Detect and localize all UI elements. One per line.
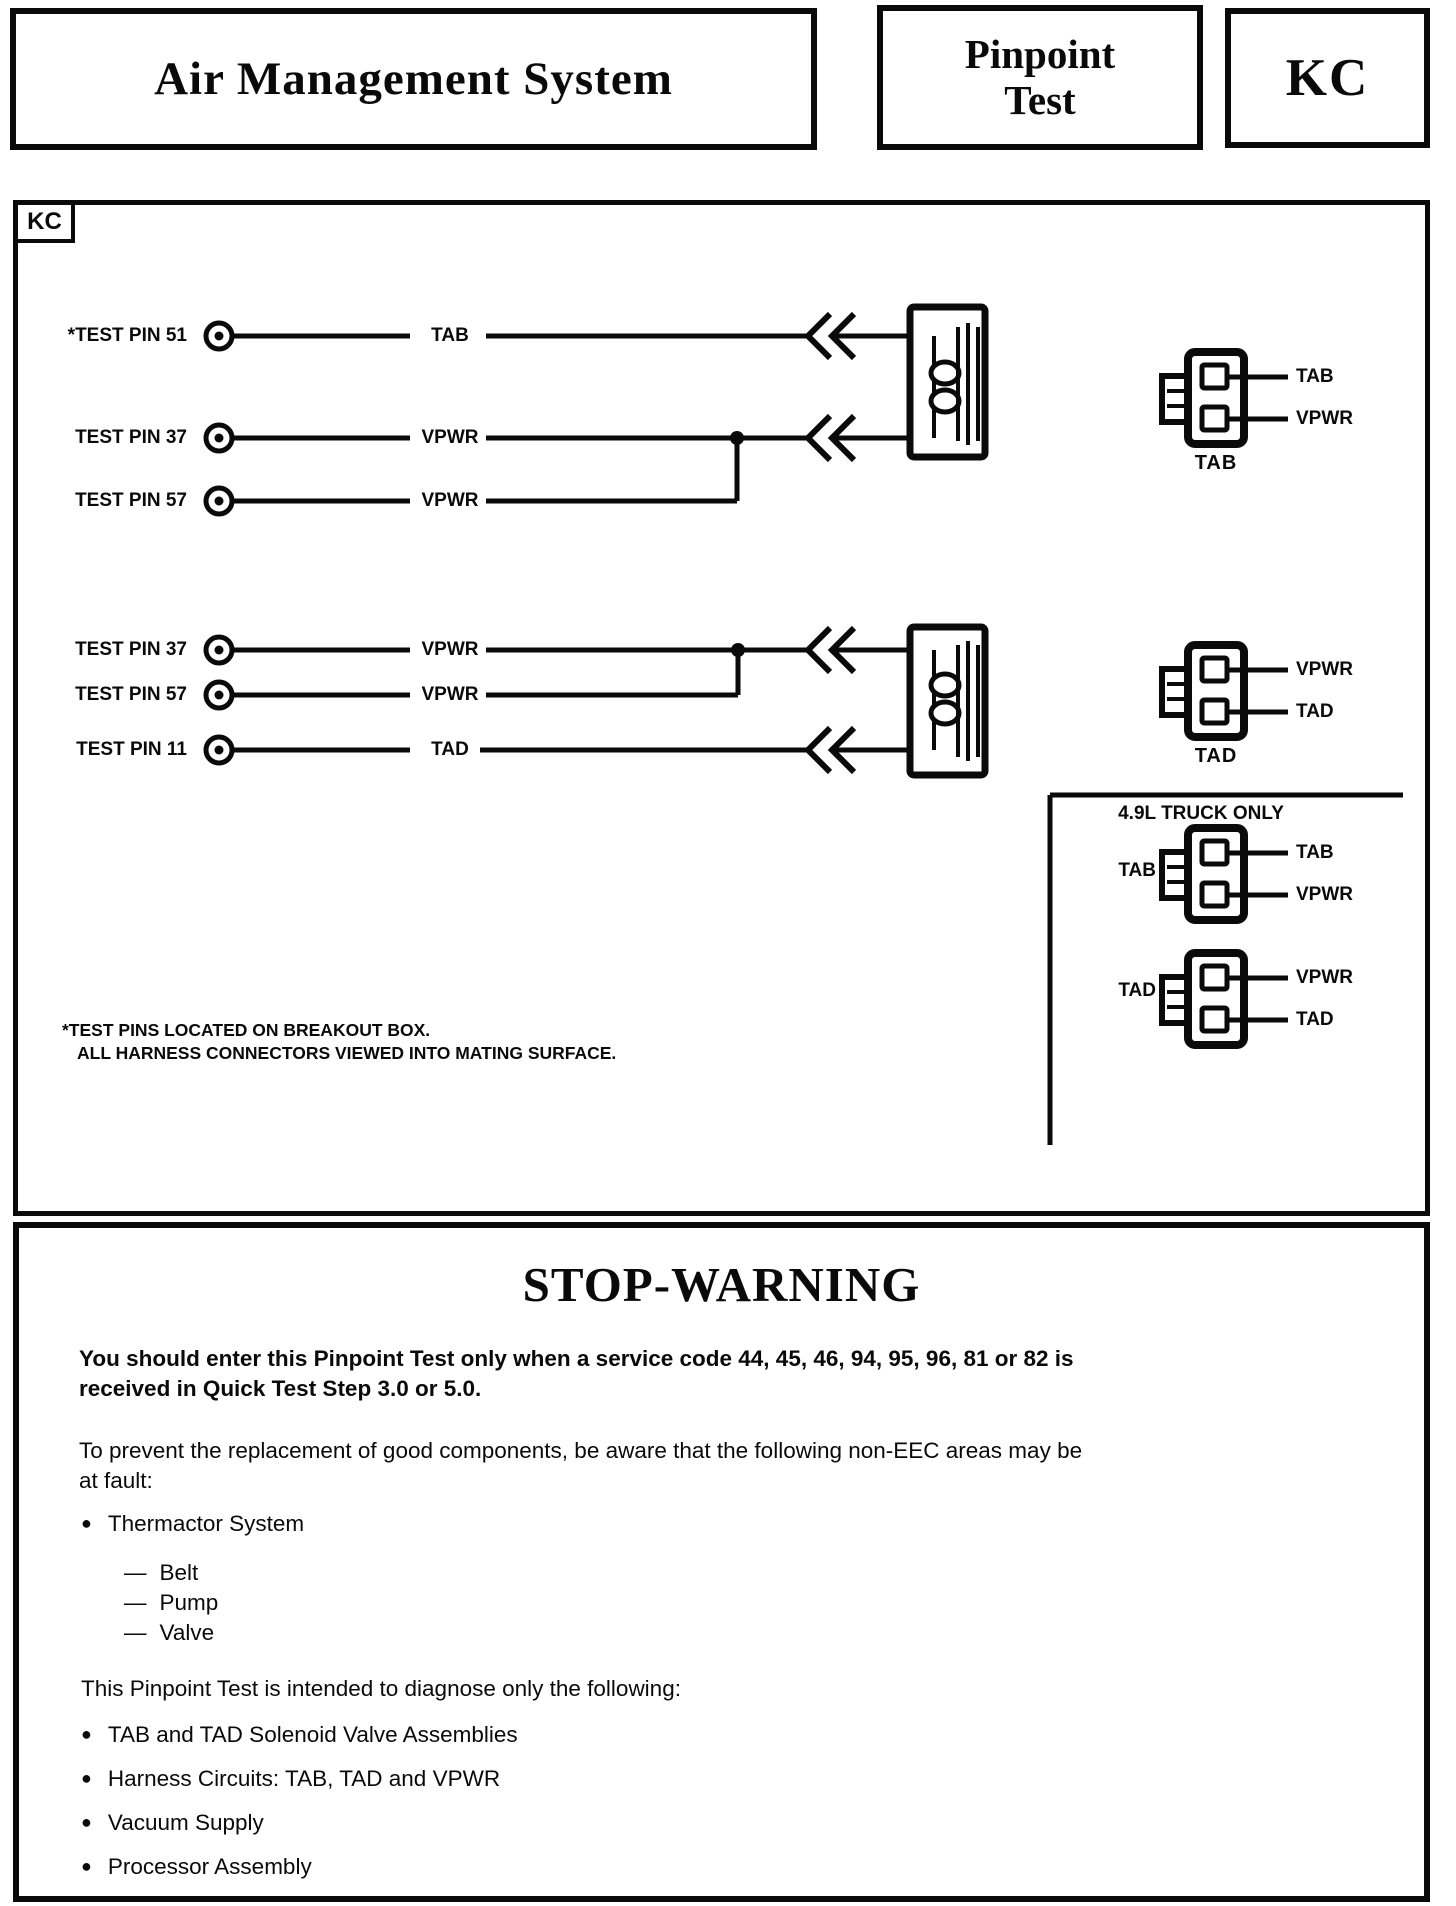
warning-intro-line1: You should enter this Pinpoint Test only when a service code 44, 45, 46, 94, 95, 96, 81 or 82 is [79,1346,1074,1371]
pinpoint-title-line2: Test [1004,76,1076,123]
warning-diagnose-text: This Pinpoint Test is intended to diagnose only the following: [81,1676,681,1701]
test-pin-label: TEST PIN 37 [75,427,187,448]
footnote-line1: *TEST PINS LOCATED ON BREAKOUT BOX. [62,1020,431,1040]
connector-pin-label: VPWR [1296,408,1353,429]
stop-warning-box [13,1222,1430,1902]
connector-side-label: TAD [1118,980,1156,1001]
test-pin-label: TEST PIN 37 [75,639,187,660]
tab-solenoid-symbol [910,307,985,457]
circuit-label: VPWR [421,684,479,705]
circuit-label: TAB [431,325,469,346]
footnote-line2: ALL HARNESS CONNECTORS VIEWED INTO MATING SURFACE. [77,1043,617,1063]
circuit-label: VPWR [421,427,479,448]
test-pin-label: TEST PIN 57 [75,684,187,705]
connector-caption: TAD [1194,745,1238,767]
connector-pin-label: VPWR [1296,884,1353,905]
wires-group1 [234,336,910,501]
test-pin-label: TEST PIN 11 [76,739,187,760]
header-pinpoint-test-box [877,5,1203,150]
pinpoint-title-line1: Pinpoint [964,30,1116,77]
system-title: Air Management System [154,53,673,105]
warning-diagnose-item: ● Processor Assembly [81,1852,312,1883]
circuit-label: VPWR [421,639,479,660]
warning-sub-item: — Belt [124,1558,198,1588]
test-code: KC [1285,49,1370,107]
warning-intro-line2: received in Quick Test Step 3.0 or 5.0. [79,1376,482,1401]
diagram-footnote [62,1019,616,1065]
connector-pin-label: TAB [1296,366,1334,387]
warning-sub-item: — Valve [124,1618,214,1648]
tad-solenoid-symbol [910,627,985,775]
header-test-code-box [1225,8,1430,148]
warning-diagnose-item: ● Harness Circuits: TAB, TAD and VPWR [81,1764,500,1795]
warning-bullet-thermactor: ● Thermactor System [81,1509,304,1540]
connector-side-label: TAB [1118,860,1156,881]
circuit-label: VPWR [421,490,479,511]
connector-pin-label: VPWR [1296,659,1353,680]
test-pin-label: *TEST PIN 51 [67,325,187,346]
connector-pin-label: TAD [1296,1009,1334,1030]
stop-warning-title: STOP-WARNING [522,1257,921,1312]
connector-pin-label: VPWR [1296,967,1353,988]
connector-pin-label: TAD [1296,701,1334,722]
header-system-title-box [10,8,817,150]
wires-group2 [234,643,910,750]
warning-diagnose-item: ● Vacuum Supply [81,1808,264,1839]
wiring-diagram-frame [13,200,1430,1216]
warning-prevent-line2: at fault: [79,1468,153,1493]
warning-prevent-text [79,1436,1409,1496]
inline-connector-chevrons [808,314,854,772]
circuit-label: TAD [431,739,469,760]
connector-pin-label: TAB [1296,842,1334,863]
test-pin-circles [206,323,232,763]
connector-caption: TAB [1194,452,1238,474]
warning-prevent-line1: To prevent the replacement of good components, be aware that the following non-EEC areas may be [79,1438,1083,1463]
test-pin-label: TEST PIN 57 [75,490,187,511]
truck-section-title: 4.9L TRUCK ONLY [1118,803,1284,824]
diagram-corner-label: KC [18,205,75,243]
warning-intro [79,1344,1409,1404]
warning-diagnose-item: ● TAB and TAD Solenoid Valve Assemblies [81,1720,518,1751]
warning-sub-item: — Pump [124,1588,218,1618]
